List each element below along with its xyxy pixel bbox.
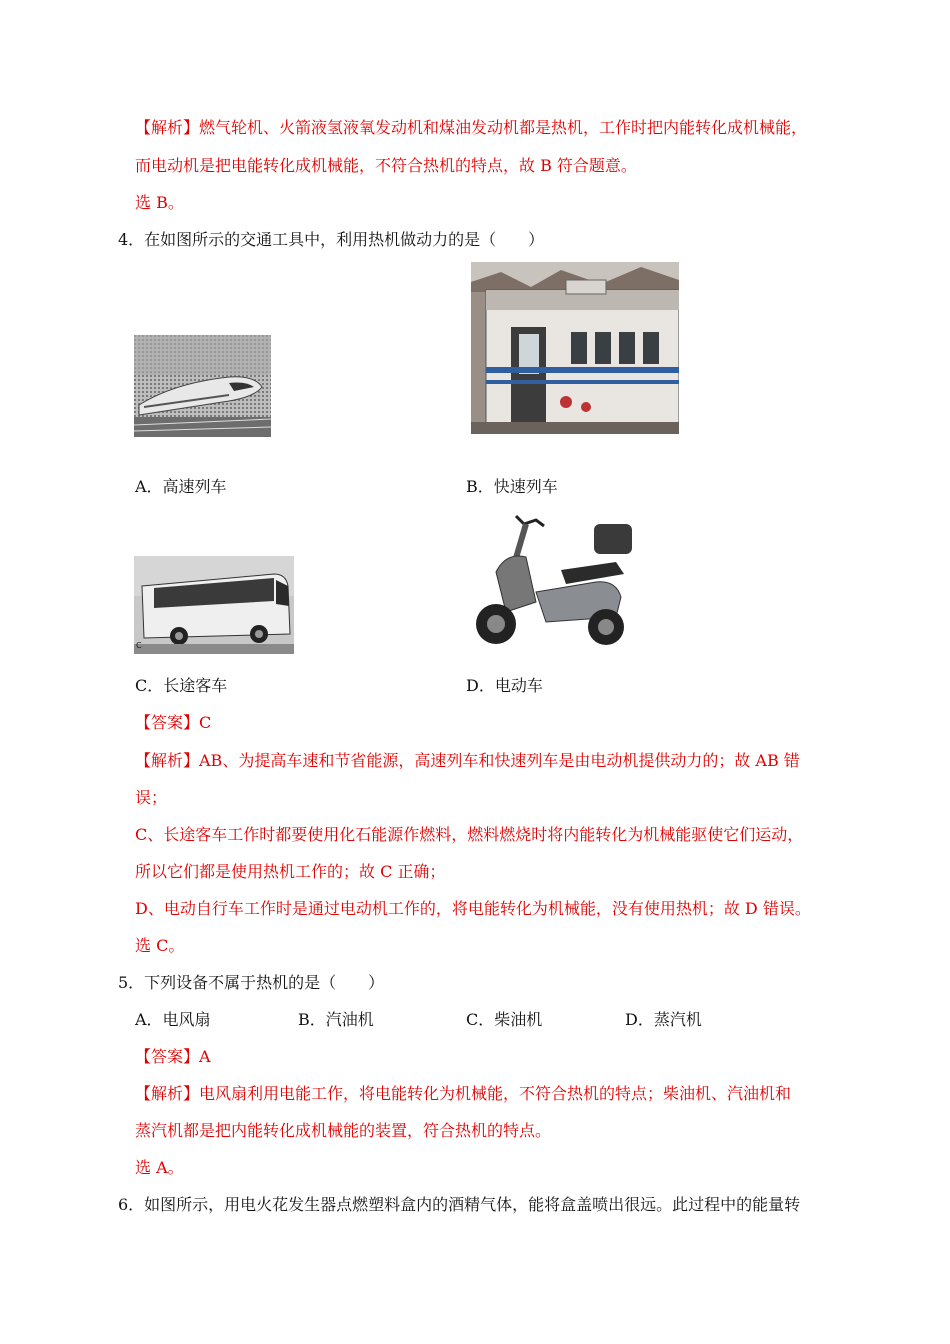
analysis-text: 【解析】燃气轮机、火箭液氢液氧发动机和煤油发动机都是热机，工作时把内能转化成机械能， — [135, 118, 808, 137]
analysis-text: 而电动机是把电能转化成机械能，不符合热机的特点，故 B 符合题意。 — [135, 156, 637, 175]
option-d-label: D．电动车 — [466, 676, 543, 695]
answer-text: 【答案】C — [135, 713, 212, 732]
option-d-label: D．蒸汽机 — [625, 1010, 702, 1029]
conclusion-text: 选 C。 — [135, 936, 185, 955]
question-5-stem: 5．下列设备不属于热机的是（ ） — [118, 973, 385, 992]
express-train-image — [471, 262, 679, 434]
question-4-stem: 4．在如图所示的交通工具中，利用热机做动力的是（ ） — [118, 230, 545, 249]
option-b-label: B．快速列车 — [466, 477, 558, 496]
analysis-text: 误； — [135, 788, 168, 807]
svg-text:C: C — [136, 641, 142, 650]
high-speed-train-image — [134, 335, 271, 437]
analysis-text: D、电动自行车工作时是通过电动机工作的，将电能转化为机械能，没有使用热机；故 D 错误。 — [135, 899, 811, 918]
analysis-text: 蒸汽机都是把内能转化成机械能的装置，符合热机的特点。 — [135, 1121, 552, 1140]
option-c-label: C．长途客车 — [135, 676, 228, 695]
analysis-text: 所以它们都是使用热机工作的；故 C 正确； — [135, 862, 446, 881]
answer-text: 【答案】A — [135, 1047, 211, 1066]
analysis-text: C、长途客车工作时都要使用化石能源作燃料，燃料燃烧时将内能转化为机械能驱使它们运动， — [135, 825, 804, 844]
electric-scooter-image — [466, 512, 636, 650]
option-a-label: A．电风扇 — [135, 1010, 211, 1029]
option-a-label: A．高速列车 — [135, 477, 227, 496]
long-distance-bus-image — [134, 556, 294, 654]
conclusion-text: 选 A。 — [135, 1158, 184, 1177]
analysis-text: 【解析】电风扇利用电能工作，将电能转化为机械能，不符合热机的特点；柴油机、汽油机和 — [135, 1084, 792, 1103]
question-6-stem: 6．如图所示，用电火花发生器点燃塑料盒内的酒精气体，能将盒盖喷出很远。此过程中的能量转 — [118, 1195, 801, 1214]
option-c-label: C．柴油机 — [466, 1010, 543, 1029]
conclusion-text: 选 B。 — [135, 193, 184, 212]
option-b-label: B．汽油机 — [298, 1010, 374, 1029]
analysis-text: 【解析】AB、为提高车速和节省能源，高速列车和快速列车是由电动机提供动力的；故 AB 错 — [135, 751, 800, 770]
